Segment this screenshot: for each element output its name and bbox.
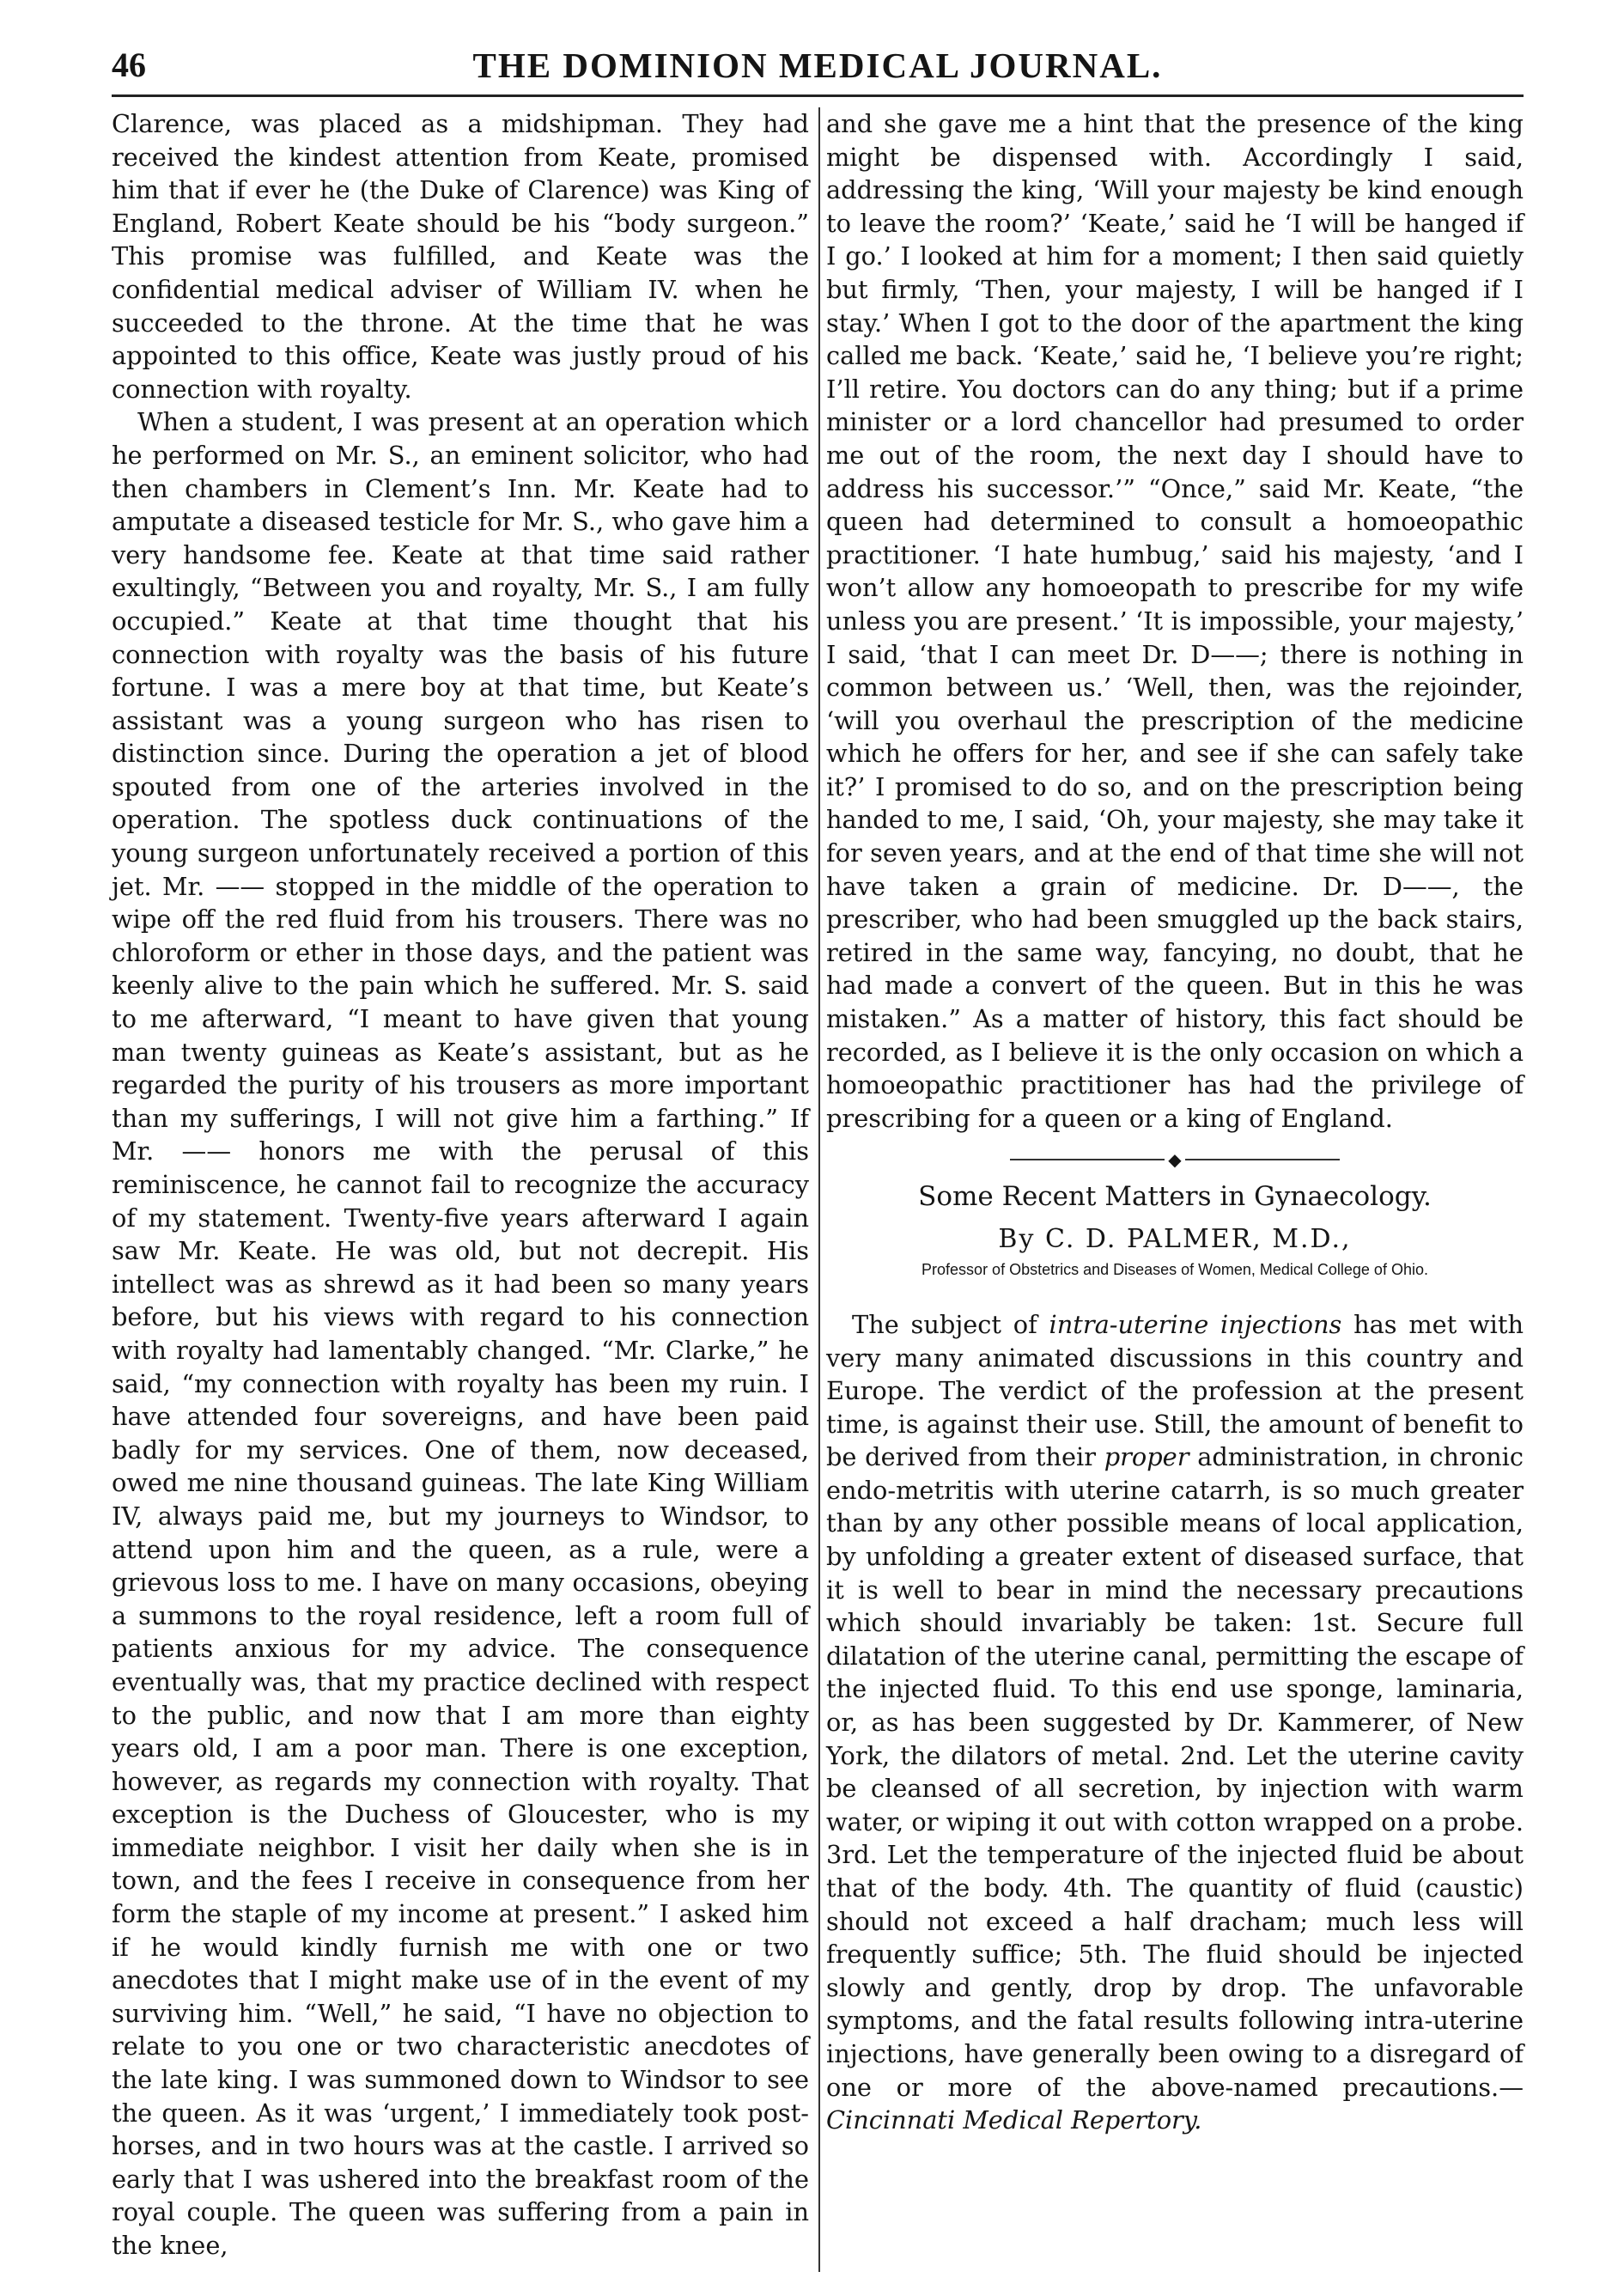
body-rest: administration, in chronic endo-metritis with uterine catarrh, is so much greater than by any other possible means of local application, by unfolding a greater extent of diseased surface, that it is well to bear in mind the necessary precautions which should invariably be taken: 1st. Secure full dilatation of the uterine canal, permitting the escape of the injected fluid. To this end use sponge, laminaria, or, as has been suggested by Dr. Kammerer, of New York, the dilators of metal. 2nd. Let the uterine cavity be cleansed of all secretion, by injection with warm water, or wiping it out with cotton wrapped on a probe. 3rd. Let the temperature of the injected fluid be about that of the body. 4th. The quantity of fluid (caustic) should not exceed a half dracham; much less will frequently suffice; 5th. The fluid should be injected slowly and gently, drop by drop. The unfavorable symptoms, and the fatal results following intra-uterine injections, have generally been owing to a disregard of one or more of the above-named precautions.— — [826, 1442, 1524, 2102]
paragraph-continuation-right: and she gave me a hint that the presence of the king might be dispensed with. Accordingly I said, addressing the king, ‘Will your majesty be kind enough to leave the room?’ ‘Keate,’ said he ‘I will be hanged if I go.’ I looked at him for a moment; I then said quietly but firmly, ‘Then, your majesty, I will be hanged if I stay.’ When I got to the door of the apartment the king called me back. ‘Keate,’ said he, ‘I believe you’re right; I’ll retire. You doctors can do any thing; but if a prime minister or a lord chancellor had presumed to order me out of the room, the next day I should have to address his successor.’” “Once,” said Mr. Keate, “the queen had determined to consult a homoeopathic practitioner. ‘I hate humbug,’ said his majesty, ‘and I won’t allow any homoeopath to prescribe for my wife unless you are present.’ ‘It is impossible, your majesty,’ I said, ‘that I can meet Dr. D——; there is nothing in common between us.’ ‘Well, then, was the rejoinder, ‘will you overhaul the prescription of the medicine which he offers for her, and see if she can safely take it?’ I promised to do so, and on the prescription being handed to me, I said, ‘Oh, your majesty, she may take it for seven years, and at the end of that time she will not have taken a grain of medicine. Dr. D——, the prescriber, who had been smuggled up the back stairs, retired in the same way, fancying, no doubt, that he had made a convert of the queen. But in this he was mistaken.” As a matter of history, this fact should be recorded, as I believe it is the only occasion on which a homoeopathic practitioner has had the privilege of prescribing for a queen or a king of England. — [826, 109, 1524, 1133]
source-citation: Cincinnati Medical Repertory. — [826, 2105, 1202, 2135]
separator-line-right — [1185, 1159, 1340, 1160]
separator-line-left — [1010, 1159, 1165, 1160]
article-body — [826, 1308, 1524, 2137]
right-column — [826, 107, 1524, 2137]
body-emphasis: intra-uterine injections — [1049, 1309, 1342, 1339]
text-columns — [112, 107, 1524, 2289]
author-affiliation: Professor of Obstetrics and Diseases of Women, Medical College of Ohio. — [922, 1260, 1428, 1278]
article-title: Some Recent Matters in Gynaecology. — [918, 1180, 1432, 1212]
body-emphasis-proper: proper — [1104, 1442, 1189, 1472]
journal-title: THE DOMINION MEDICAL JOURNAL. — [472, 46, 1163, 85]
article-byline: By C. D. PALMER, M.D., — [998, 1223, 1352, 1254]
page-header — [112, 40, 1524, 97]
body-intro: The subject of — [852, 1309, 1049, 1339]
paragraph-continuation: Clarence, was placed as a midshipman. They had received the kindest attention from Keate, promised him that if ever he (the Duke of Clarence) was King of England, Robert Keate should be his “body surgeon.” This promise was fulfilled, and Keate was the confidential medical adviser of William IV. when he succeeded to the throne. At the time that he was appointed to this office, Keate was justly proud of his connection with royalty. — [112, 109, 809, 404]
separator-ornament-icon: ◆ — [1168, 1148, 1182, 1170]
left-column — [112, 107, 809, 2263]
column-divider — [818, 107, 820, 2272]
paragraph-keate-reminiscence: When a student, I was present at an operation which he performed on Mr. S., an eminent solicitor, who had then chambers in Clement’s Inn. Mr. Keate had to amputate a diseased testicle for Mr. S., who gave him a very handsome fee. Keate at that time said rather exultingly, “Between you and royalty, Mr. S., I am fully occupied.” Keate at that time thought that his connection with royalty was the basis of his future fortune. I was a mere boy at that time, but Keate’s assistant was a young surgeon who has risen to distinction since. During the operation a jet of blood spouted from one of the arteries involved in the operation. The spotless duck continuations of the young surgeon unfortunately received a portion of this jet. Mr. —— stopped in the middle of the operation to wipe off the red fluid from his trousers. There was no chloroform or ether in those days, and the patient was keenly alive to the pain which he suffered. Mr. S. said to me afterward, “I meant to have given that young man twenty guineas as Keate’s assistant, but as he regarded the purity of his trousers as more important than my sufferings, I will not give him a farthing.” If Mr. —— honors me with the perusal of this reminiscence, he cannot fail to recognize the accuracy of my statement. Twenty-five years afterward I again saw Mr. Keate. He was old, but not decrepit. His intellect was as shrewd as it had been so many years before, but his views with regard to his connection with royalty had lamentably changed. “Mr. Clarke,” he said, “my connection with royalty has been my ruin. I have attended four sovereigns, and have been paid badly for my services. One of them, now deceased, owed me nine thousand guineas. The late King William IV, always paid me, but my journeys to Windsor, to attend upon him and the queen, as a rule, were a grievous loss to me. I have on many occasions, obeying a summons to the royal residence, left a room full of patients anxious for my advice. The consequence eventually was, that my practice declined with respect to the public, and now that I am more than eighty years old, I am a poor man. There is one exception, however, as regards my connection with royalty. That exception is the Duchess of Gloucester, who is my immediate neighbor. I visit her daily when she is in town, and the fees I receive in consequence from her form the staple of my income at present.” I asked him if he would kindly furnish me with one or two anecdotes that I might make use of in the event of my surviving him. “Well,” he said, “I have no objection to relate to you one or two characteristic anecdotes of the late king. I was summoned down to Windsor to see the queen. As it was ‘urgent,’ I immediately took post-horses, and in two hours was at the castle. I arrived so early that I was ushered into the breakfast room of the royal couple. The queen was suffering from a pain in the knee, — [112, 407, 809, 2260]
section-separator — [826, 1148, 1524, 1169]
body-middle: has met with very many animated discussions in this country and Europe. The verdict of the profession at the present time, is against their use. Still, the amount of benefit to be derived from their — [826, 1309, 1524, 1472]
page-number: 46 — [112, 46, 146, 84]
